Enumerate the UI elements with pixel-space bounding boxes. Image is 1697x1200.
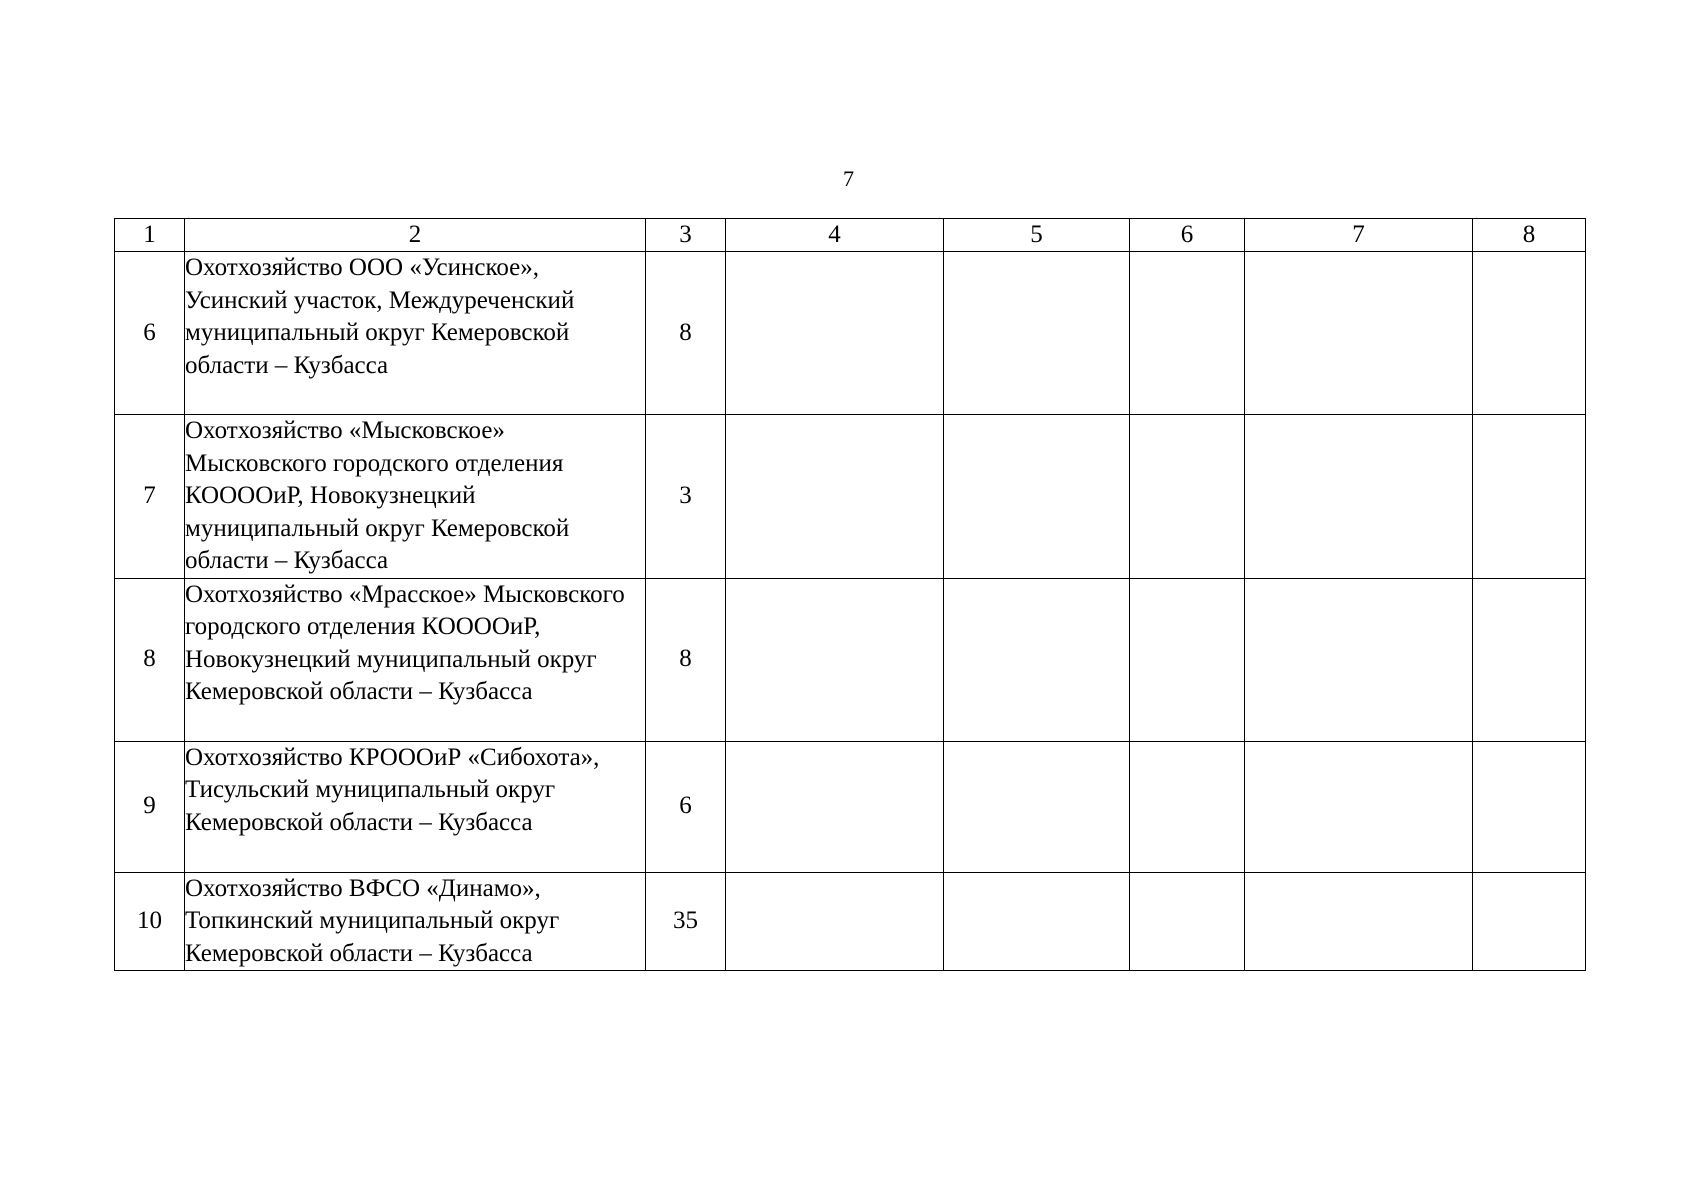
column-8-cell — [1473, 741, 1586, 872]
column-header-6: 6 — [1130, 219, 1245, 252]
header-row — [115, 219, 1586, 252]
row-number-cell: 6 — [115, 252, 185, 415]
column-header-2: 2 — [185, 219, 646, 252]
count-cell: 8 — [646, 252, 726, 415]
column-6-cell — [1130, 741, 1245, 872]
column-7-cell — [1245, 578, 1473, 741]
column-7-cell — [1245, 872, 1473, 971]
hunting-ground-name-cell: Охотхозяйство ВФСО «Динамо», Топкинский муниципальный округ Кемеровской области – Кузбасса — [185, 872, 646, 971]
count-cell: 6 — [646, 741, 726, 872]
column-header-1: 1 — [115, 219, 185, 252]
column-8-cell — [1473, 252, 1586, 415]
column-6-cell — [1130, 415, 1245, 579]
row-number-cell: 8 — [115, 578, 185, 741]
column-4-cell — [726, 578, 944, 741]
column-5-cell — [944, 741, 1130, 872]
column-7-cell — [1245, 252, 1473, 415]
hunting-ground-name-cell: Охотхозяйство ООО «Усинское», Усинский участок, Междуреченский муниципальный округ Кемеровской области – Кузбасса — [185, 252, 646, 415]
table-row — [115, 872, 1586, 971]
column-4-cell — [726, 741, 944, 872]
table-row — [115, 578, 1586, 741]
count-cell: 8 — [646, 578, 726, 741]
hunting-ground-name-cell: Охотхозяйство КРОООиР «Сибохота», Тисульский муниципальный округ Кемеровской области – Кузбасса — [185, 741, 646, 872]
column-5-cell — [944, 578, 1130, 741]
column-5-cell — [944, 872, 1130, 971]
column-header-3: 3 — [646, 219, 726, 252]
column-8-cell — [1473, 872, 1586, 971]
page-number: 7 — [843, 166, 854, 191]
row-number-cell: 7 — [115, 415, 185, 579]
count-cell: 3 — [646, 415, 726, 579]
row-number-cell: 9 — [115, 741, 185, 872]
row-number-cell: 10 — [115, 872, 185, 971]
column-7-cell — [1245, 741, 1473, 872]
column-8-cell — [1473, 578, 1586, 741]
column-header-4: 4 — [726, 219, 944, 252]
column-header-8: 8 — [1473, 219, 1586, 252]
table-row — [115, 252, 1586, 415]
table-row — [115, 741, 1586, 872]
column-5-cell — [944, 252, 1130, 415]
table-row — [115, 415, 1586, 579]
column-5-cell — [944, 415, 1130, 579]
column-6-cell — [1130, 578, 1245, 741]
column-header-5: 5 — [944, 219, 1130, 252]
column-7-cell — [1245, 415, 1473, 579]
column-header-7: 7 — [1245, 219, 1473, 252]
column-8-cell — [1473, 415, 1586, 579]
hunting-ground-name-cell: Охотхозяйство «Мрасское» Мысковского городского отделения КООООиР, Новокузнецкий муниципальный округ Кемеровской области – Кузбасса — [185, 578, 646, 741]
column-4-cell — [726, 252, 944, 415]
column-4-cell — [726, 872, 944, 971]
column-6-cell — [1130, 872, 1245, 971]
column-4-cell — [726, 415, 944, 579]
count-cell: 35 — [646, 872, 726, 971]
hunting-ground-name-cell: Охотхозяйство «Мысковское» Мысковского городского отделения КООООиР, Новокузнецкий муниципальный округ Кемеровской области – Кузбасса — [185, 415, 646, 579]
data-table — [114, 218, 1586, 971]
column-6-cell — [1130, 252, 1245, 415]
